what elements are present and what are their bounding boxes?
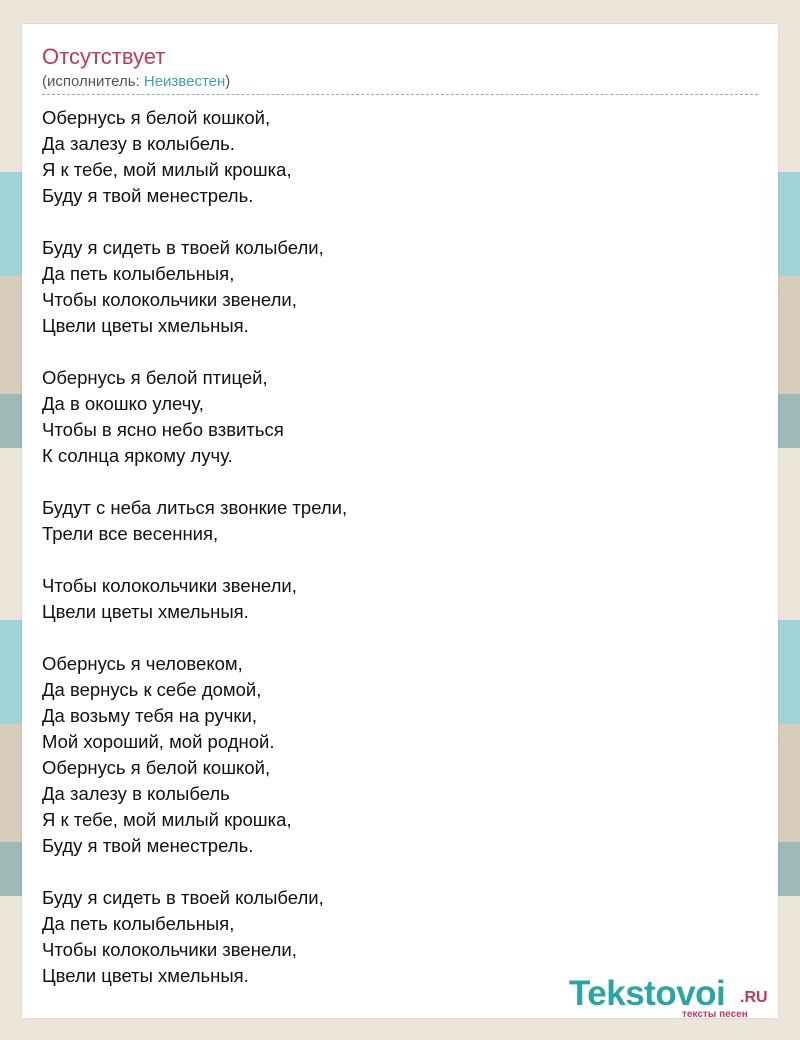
lyric-line: Чтобы колокольчики звенели, — [42, 289, 297, 310]
lyric-line: Я к тебе, мой милый крошка, — [42, 809, 292, 830]
lyric-line: Да петь колыбельныя, — [42, 913, 235, 934]
stanza-break — [42, 547, 347, 573]
artist-prefix: (исполнитель: — [42, 73, 144, 90]
stanza-break — [42, 339, 347, 365]
lyric-line: Будут с неба литься звонкие трели, — [42, 497, 348, 518]
lyric-line: Цвели цветы хмельныя. — [42, 315, 249, 336]
stanza-break — [42, 469, 347, 495]
artist-line — [42, 73, 230, 90]
lyric-line: Цвели цветы хмельныя. — [42, 601, 249, 622]
lyric-line: Буду я твой менестрель. — [42, 835, 254, 856]
artist-link[interactable]: Неизвестен — [143, 73, 226, 90]
lyric-line: Да залезу в колыбель. — [42, 133, 235, 154]
lyric-line: Буду я сидеть в твоей колыбели, — [42, 237, 324, 258]
lyric-line: Чтобы колокольчики звенели, — [42, 575, 297, 596]
lyric-line: Буду я твой менестрель. — [42, 185, 254, 206]
song-title: Отсутствует — [42, 44, 166, 69]
lyric-line: Буду я сидеть в твоей колыбели, — [42, 887, 324, 908]
lyric-line: Да залезу в колыбель — [42, 783, 230, 804]
lyric-line: Да возьму тебя на ручки, — [42, 705, 257, 726]
stanza-break — [42, 625, 347, 651]
artist-suffix: ) — [225, 73, 231, 90]
lyric-line: Да петь колыбельныя, — [42, 263, 235, 284]
site-logo[interactable] — [569, 974, 779, 1024]
lyric-line: Мой хороший, мой родной. — [42, 731, 275, 752]
lyric-line: Обернусь я белой кошкой, — [42, 107, 271, 128]
lyric-line: Обернусь я белой кошкой, — [42, 757, 271, 778]
lyric-line: Да вернусь к себе домой, — [42, 679, 262, 700]
lyric-line: Я к тебе, мой милый крошка, — [42, 159, 292, 180]
lyric-line: Трели все весенния, — [42, 523, 219, 544]
lyric-line: К солнца яркому лучу. — [42, 445, 233, 466]
lyrics-text — [42, 105, 347, 989]
logo-tagline: тексты песен — [682, 1009, 748, 1020]
stanza-break — [42, 209, 347, 235]
lyrics-card — [22, 24, 778, 1018]
lyric-line: Чтобы в ясно небо взвиться — [42, 419, 284, 440]
lyric-line: Обернусь я человеком, — [42, 653, 243, 674]
logo-name: Tekstovoi — [569, 974, 726, 1013]
divider — [42, 94, 758, 95]
lyric-line: Обернусь я белой птицей, — [42, 367, 268, 388]
stanza-break — [42, 859, 347, 885]
lyric-line: Цвели цветы хмельныя. — [42, 965, 249, 986]
logo-domain: .RU — [740, 989, 768, 1006]
lyric-line: Да в окошко улечу, — [42, 393, 204, 414]
lyric-line: Чтобы колокольчики звенели, — [42, 939, 297, 960]
